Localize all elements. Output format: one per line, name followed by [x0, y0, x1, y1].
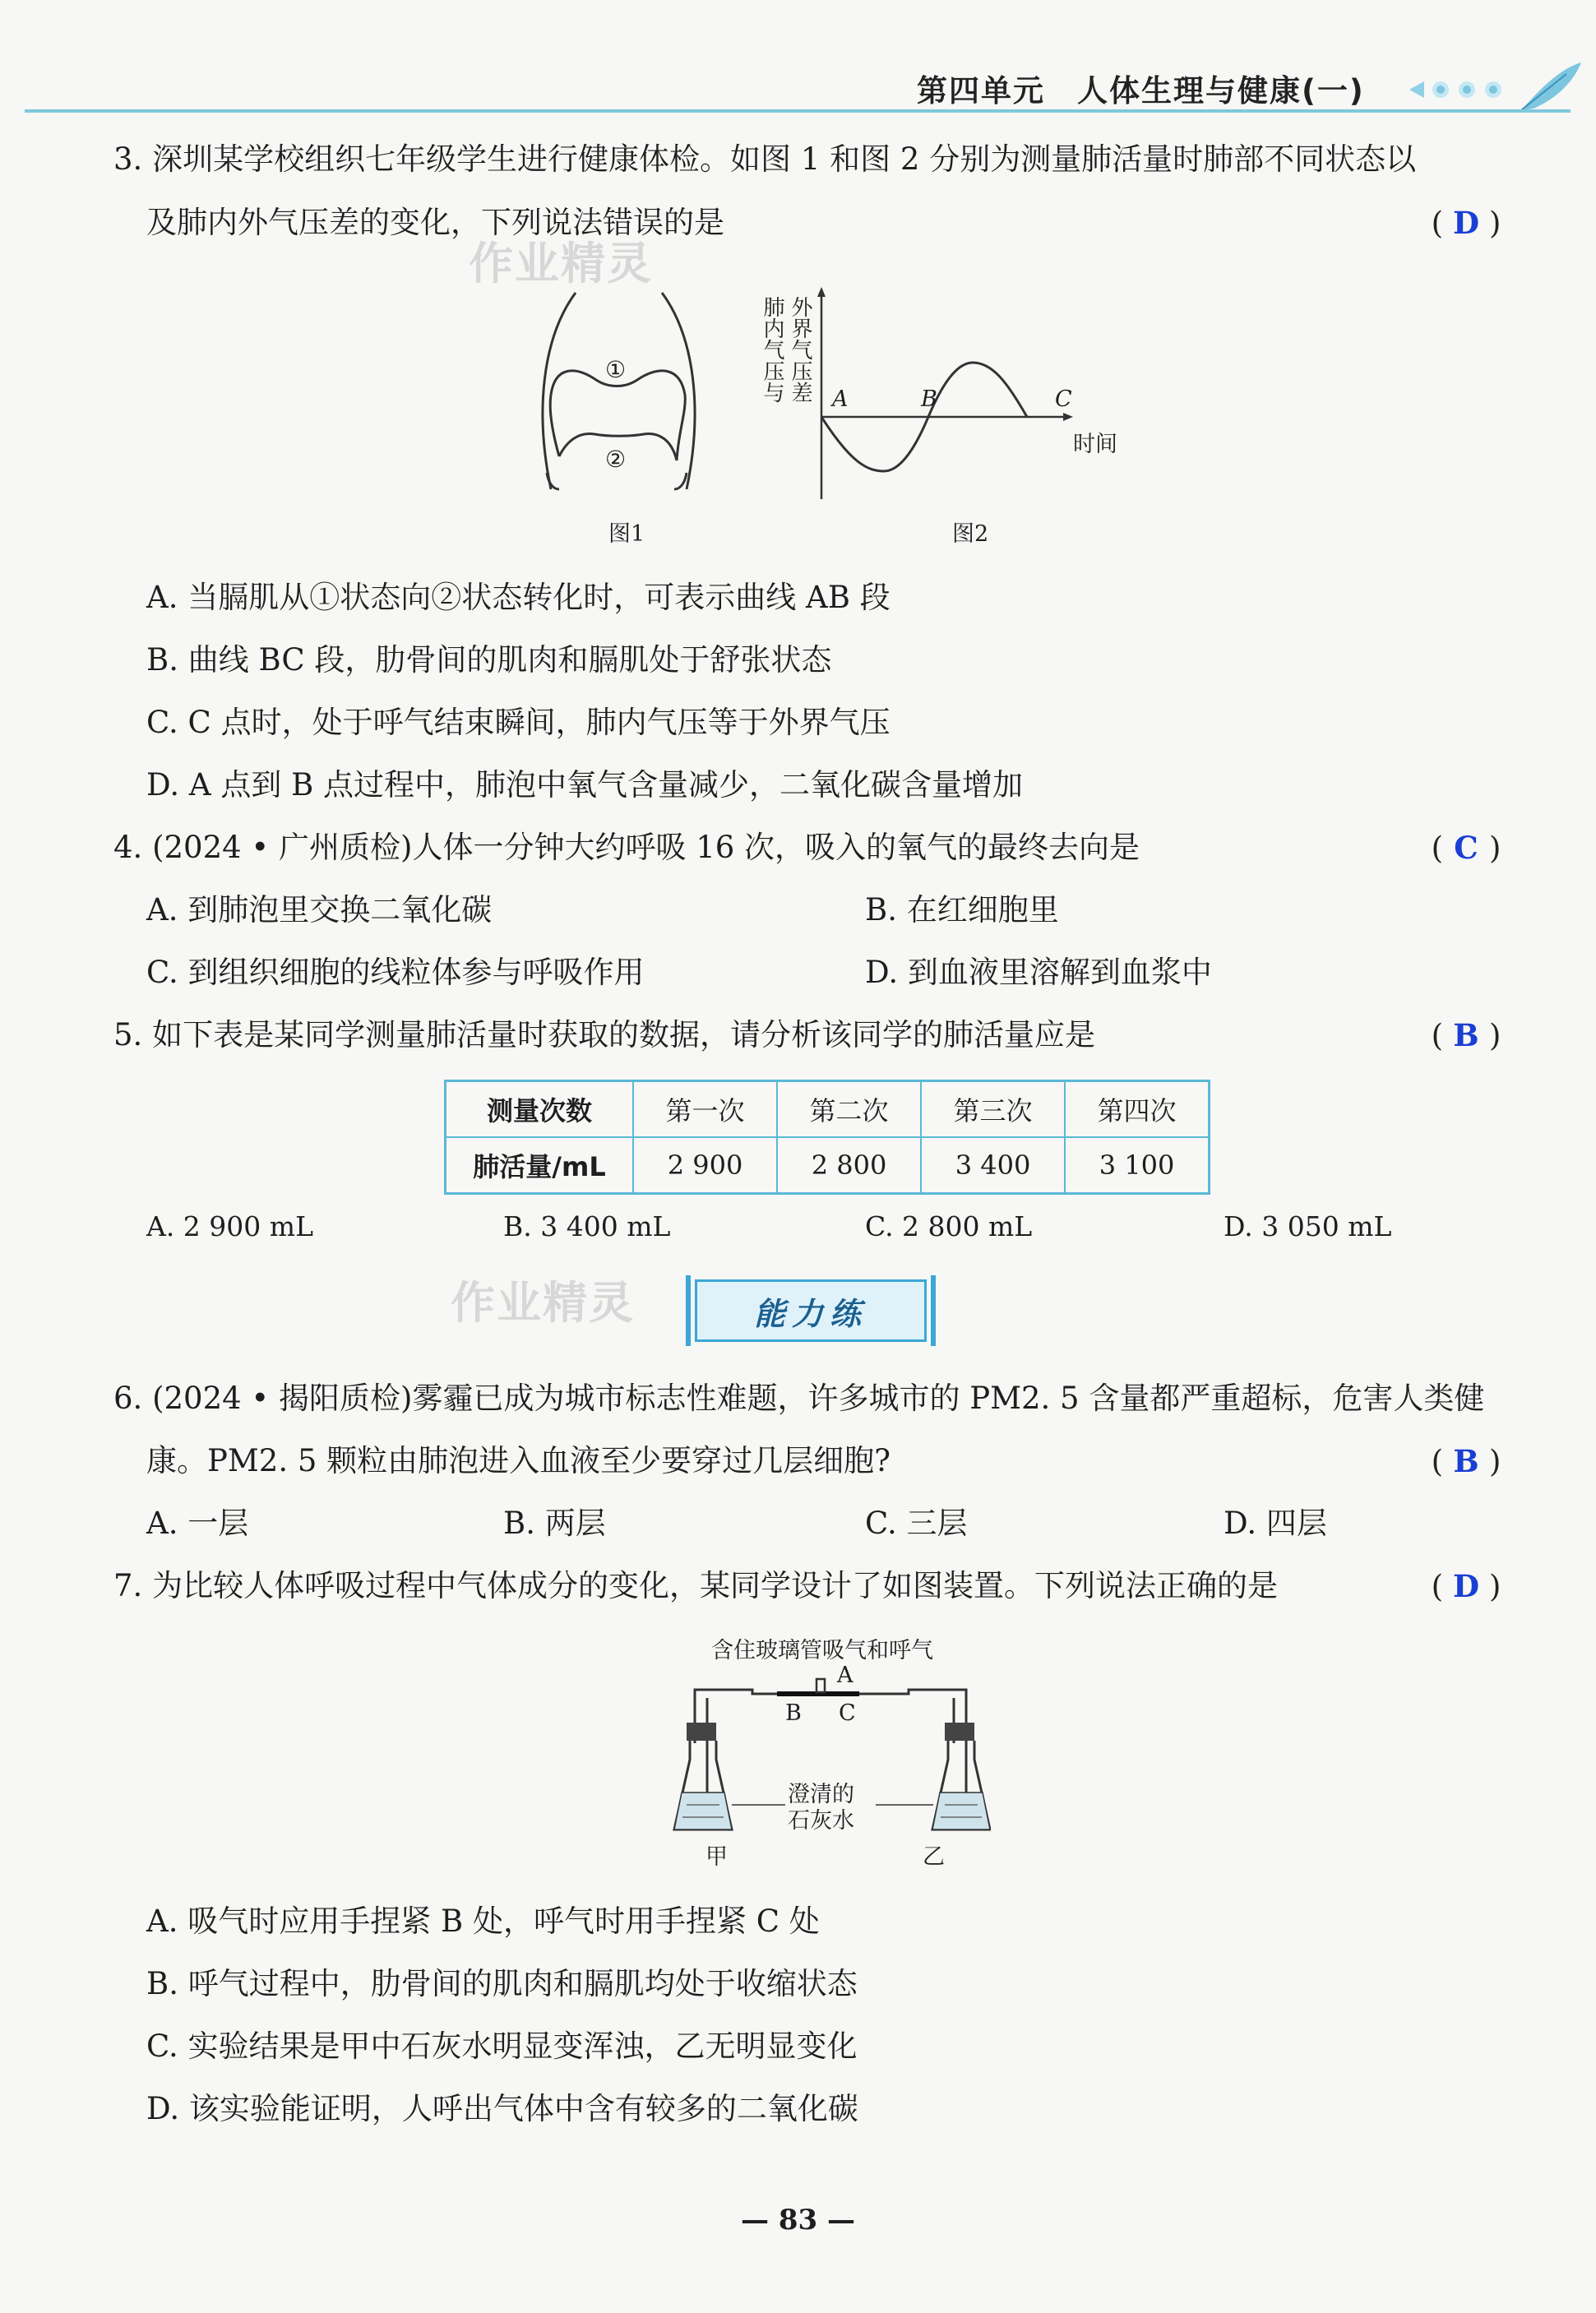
- q6-option-a: A. 一层: [146, 1506, 249, 1541]
- q7-option-a: A. 吸气时应用手捏紧 B 处，呼气时用手捏紧 C 处: [146, 1904, 820, 1939]
- q7-stem: 7. 为比较人体呼吸过程中气体成分的变化，某同学设计了如图装置。下列说法正确的是: [113, 1568, 1279, 1603]
- q3-option-d: D. A 点到 B 点过程中，肺泡中氧气含量减少，二氧化碳含量增加: [146, 767, 1024, 803]
- header-rule: [25, 109, 1571, 113]
- q4-answer: ( C ): [1431, 830, 1501, 866]
- ability-practice-banner: 能力练: [695, 1279, 927, 1342]
- vital-capacity-table: [444, 1080, 1210, 1195]
- q4-stem: 4. (2024 • 广州质检)人体一分钟大约呼吸 16 次，吸入的氧气的最终去向是: [113, 830, 1140, 865]
- q3-answer: ( D ): [1431, 205, 1501, 241]
- q5-option-c: C. 2 800 mL: [865, 1210, 1033, 1242]
- watermark: 作业精灵: [469, 238, 653, 289]
- q3-stem-line1: 3. 深圳某学校组织七年级学生进行健康体检。如图 1 和图 2 分别为测量肺活量时肺部不同状态以: [113, 141, 1417, 177]
- apparatus-label-c: C: [839, 1700, 856, 1726]
- q7-option-c: C. 实验结果是甲中石灰水明显变浑浊，乙无明显变化: [146, 2029, 858, 2064]
- q3-option-a: A. 当膈肌从①状态向②状态转化时，可表示曲线 AB 段: [146, 580, 891, 615]
- q6-answer: ( B ): [1431, 1443, 1501, 1479]
- fig2-ylabel-col1: 肺内气压与: [760, 296, 784, 403]
- q3-stem-line2: 及肺内外气压差的变化，下列说法错误的是: [146, 205, 724, 240]
- page-number: — 83 —: [741, 2204, 855, 2237]
- fig1-label-1: ①: [605, 356, 627, 383]
- q7-option-d: D. 该实验能证明，人呼出气体中含有较多的二氧化碳: [146, 2091, 858, 2126]
- fig2-ylabel-col2: 外界气压差: [788, 296, 812, 403]
- unit-header-title: 第四单元 人体生理与健康(一): [917, 73, 1365, 109]
- table-cell: 2 800: [777, 1137, 921, 1194]
- q6-option-c: C. 三层: [865, 1506, 968, 1541]
- table-cell: 3 400: [921, 1137, 1065, 1194]
- fig2-caption: 图2: [952, 521, 989, 547]
- q6-option-d: D. 四层: [1224, 1506, 1327, 1541]
- table-header-cell: 第二次: [777, 1081, 921, 1138]
- q7-answer: ( D ): [1431, 1568, 1501, 1604]
- table-cell: 肺活量/mL: [446, 1137, 634, 1194]
- fig2-xlabel: 时间: [1073, 432, 1117, 457]
- fig2-point-a: A: [832, 386, 849, 412]
- fig1-label-2: ②: [605, 446, 627, 473]
- table-row: [446, 1137, 1210, 1194]
- apparatus-title: 含住玻璃管吸气和呼气: [711, 1638, 933, 1663]
- q6-stem-line1: 6. (2024 • 揭阳质检)雾霾已成为城市标志性难题，许多城市的 PM2. 5 含量都严重超标，危害人类健: [113, 1381, 1485, 1416]
- q6-option-b: B. 两层: [503, 1506, 606, 1541]
- q5-option-b: B. 3 400 mL: [503, 1210, 671, 1242]
- table-header-cell: 第四次: [1065, 1081, 1210, 1138]
- flask-jia-label: 甲: [705, 1844, 728, 1870]
- q5-option-a: A. 2 900 mL: [146, 1210, 313, 1242]
- q7-option-b: B. 呼气过程中，肋骨间的肌肉和膈肌均处于收缩状态: [146, 1966, 858, 2001]
- apparatus-liquid-label-2: 石灰水: [788, 1808, 854, 1834]
- lung-diaphragm-figure: [530, 288, 707, 506]
- header-dots-icon: [1408, 77, 1515, 102]
- q6-stem-line2: 康。PM2. 5 颗粒由肺泡进入血液至少要穿过几层细胞?: [146, 1443, 891, 1478]
- apparatus-liquid-label: 澄清的: [788, 1782, 854, 1807]
- q5-answer: ( B ): [1431, 1017, 1501, 1053]
- fig2-point-b: B: [921, 386, 937, 412]
- q4-option-c: C. 到组织细胞的线粒体参与呼吸作用: [146, 955, 645, 990]
- table-header-cell: 第一次: [633, 1081, 777, 1138]
- apparatus-label-a: A: [837, 1663, 854, 1688]
- q4-option-d: D. 到血液里溶解到血浆中: [865, 955, 1212, 990]
- watermark: 作业精灵: [451, 1277, 635, 1329]
- table-header-cell: 第三次: [921, 1081, 1065, 1138]
- table-header-row: [446, 1081, 1210, 1138]
- table-cell: 2 900: [633, 1137, 777, 1194]
- pressure-difference-graph: [810, 284, 1089, 506]
- apparatus-label-b: B: [785, 1700, 802, 1726]
- q4-option-b: B. 在红细胞里: [865, 892, 1059, 928]
- q5-stem: 5. 如下表是某同学测量肺活量时获取的数据，请分析该同学的肺活量应是: [113, 1017, 1096, 1052]
- q4-option-a: A. 到肺泡里交换二氧化碳: [146, 892, 493, 928]
- flask-yi-label: 乙: [923, 1844, 945, 1870]
- fig1-caption: 图1: [608, 521, 645, 547]
- fig2-point-c: C: [1055, 386, 1072, 412]
- table-cell: 3 100: [1065, 1137, 1210, 1194]
- feather-icon: [1517, 59, 1583, 117]
- q3-option-b: B. 曲线 BC 段，肋骨间的肌肉和膈肌处于舒张状态: [146, 642, 832, 678]
- q5-option-d: D. 3 050 mL: [1224, 1210, 1392, 1242]
- q3-option-c: C. C 点时，处于呼气结束瞬间，肺内气压等于外界气压: [146, 705, 891, 740]
- table-header-cell: 测量次数: [446, 1081, 634, 1138]
